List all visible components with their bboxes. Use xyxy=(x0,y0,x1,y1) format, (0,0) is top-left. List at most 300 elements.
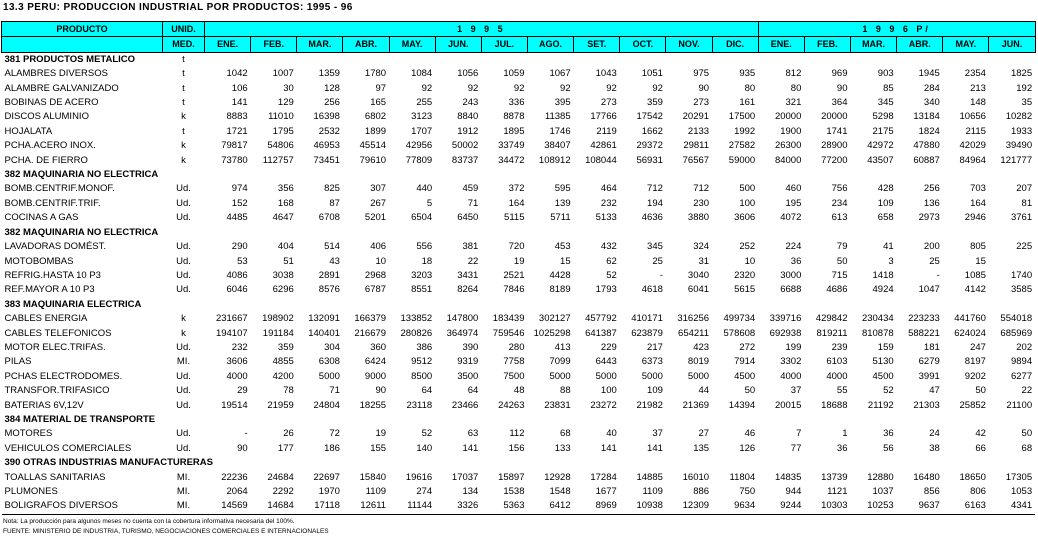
unit-cell: t xyxy=(182,53,185,65)
table-row xyxy=(2,442,1036,456)
value-cell: 213 xyxy=(970,82,986,94)
month-header-1995: NOV. xyxy=(666,37,712,52)
header-unid: UNID. xyxy=(163,22,205,37)
value-cell: 25 xyxy=(929,255,940,267)
value-cell: 60887 xyxy=(913,154,940,166)
value-cell xyxy=(620,226,666,240)
value-cell: 108912 xyxy=(538,154,571,166)
value-cell: 429842 xyxy=(815,313,848,325)
value-cell: 28900 xyxy=(821,140,848,152)
value-cell: 12928 xyxy=(544,471,571,483)
value-cell: 302127 xyxy=(538,313,571,325)
table-row xyxy=(2,154,1036,168)
value-cell: 223233 xyxy=(908,313,940,325)
value-cell: 255 xyxy=(416,97,433,109)
value-cell: 410171 xyxy=(631,313,663,325)
value-cell: 108044 xyxy=(585,154,617,166)
value-cell: 77200 xyxy=(821,154,848,166)
value-cell: 2115 xyxy=(965,125,986,137)
value-cell xyxy=(943,456,989,470)
value-cell: 8883 xyxy=(226,111,248,123)
value-cell: 2320 xyxy=(734,269,756,281)
value-cell: - xyxy=(936,269,940,281)
value-cell: 177 xyxy=(277,442,294,454)
value-cell: 750 xyxy=(739,486,756,497)
value-cell: 56931 xyxy=(636,154,663,166)
value-cell xyxy=(574,413,620,427)
value-cell: 140 xyxy=(416,442,433,454)
value-cell: 161 xyxy=(739,97,756,109)
value-cell: 9894 xyxy=(1010,356,1033,368)
value-cell: 3500 xyxy=(457,370,479,382)
value-cell xyxy=(435,456,481,470)
value-cell xyxy=(666,413,712,427)
value-cell: 38 xyxy=(929,442,940,454)
unit-cell: MI. xyxy=(176,486,191,497)
value-cell: 6802 xyxy=(364,111,387,123)
value-cell: 712 xyxy=(693,183,710,195)
value-cell: 9319 xyxy=(457,356,479,368)
product-label: TRANSFOR.TRIFASICO xyxy=(4,385,110,397)
value-cell: 1824 xyxy=(918,125,940,137)
value-cell: 459 xyxy=(462,183,479,195)
value-cell: 974 xyxy=(231,183,248,195)
value-cell: 109 xyxy=(877,197,894,209)
value-cell: 812 xyxy=(785,68,802,80)
value-cell: 6279 xyxy=(918,356,940,368)
value-cell: 50 xyxy=(1021,428,1033,440)
value-cell: 14394 xyxy=(728,399,756,411)
value-cell xyxy=(897,413,943,427)
value-cell: 12880 xyxy=(867,471,894,483)
value-cell: 1042 xyxy=(226,68,248,80)
value-cell: 11804 xyxy=(729,471,756,483)
value-cell: 4086 xyxy=(226,269,248,281)
value-cell: 856 xyxy=(923,486,940,497)
unit-cell: Ud. xyxy=(176,284,191,296)
section-label: 382 MAQUINARIA NO ELECTRICA xyxy=(4,169,159,181)
value-cell xyxy=(297,456,343,470)
value-cell xyxy=(712,413,758,427)
value-cell: 26300 xyxy=(774,140,802,152)
value-cell xyxy=(758,413,804,427)
value-cell: 181 xyxy=(923,341,940,353)
value-cell xyxy=(666,168,712,182)
value-cell: - xyxy=(244,428,248,440)
value-cell: 3991 xyxy=(918,370,940,382)
value-cell: 3585 xyxy=(1010,284,1033,296)
table-row xyxy=(2,499,1036,514)
value-cell: 7 xyxy=(796,428,802,440)
value-cell xyxy=(251,413,297,427)
value-cell: 5201 xyxy=(364,212,387,224)
unit-cell: Ud. xyxy=(176,197,191,209)
value-cell: 500 xyxy=(739,183,756,195)
unit-cell: Ud. xyxy=(176,183,191,195)
value-cell xyxy=(481,456,527,470)
value-cell: 256 xyxy=(324,97,340,109)
section-label: 384 MATERIAL DE TRANSPORTE xyxy=(4,413,156,425)
value-cell: 1538 xyxy=(503,486,525,497)
value-cell: 1992 xyxy=(734,125,756,137)
unit-cell: k xyxy=(181,140,186,152)
value-cell: 24684 xyxy=(267,471,294,483)
value-cell: 36 xyxy=(836,442,848,454)
value-cell: 18688 xyxy=(821,399,848,411)
value-cell xyxy=(205,52,251,67)
value-cell: 42956 xyxy=(405,140,433,152)
value-cell: 92 xyxy=(652,82,663,94)
value-cell xyxy=(897,298,943,312)
value-cell: 194 xyxy=(647,197,663,209)
value-cell xyxy=(712,52,758,67)
value-cell: 81 xyxy=(1021,197,1033,209)
value-cell: 23118 xyxy=(406,399,433,411)
value-cell: 40 xyxy=(606,428,617,440)
value-cell: 1059 xyxy=(503,68,525,80)
value-cell: 4142 xyxy=(964,284,986,296)
value-cell xyxy=(389,413,435,427)
value-cell: 10 xyxy=(375,255,387,267)
product-label: VEHICULOS COMERCIALES xyxy=(4,442,132,454)
value-cell xyxy=(804,52,850,67)
value-cell: 15840 xyxy=(359,471,387,483)
value-cell: 136 xyxy=(923,197,940,209)
value-cell: 272 xyxy=(739,341,756,353)
note-text: Nota: La producción para algunos meses no cuenta con la cobertura informativa necesaria del 100%. xyxy=(3,518,295,525)
value-cell: 8019 xyxy=(687,356,710,368)
value-cell xyxy=(851,226,897,240)
value-cell: 5000 xyxy=(549,370,571,382)
month-header-1996: MAY. xyxy=(943,37,989,52)
value-cell: 756 xyxy=(831,183,848,195)
value-cell xyxy=(527,298,573,312)
value-cell: 192 xyxy=(1016,82,1033,94)
value-cell: 805 xyxy=(970,241,986,253)
value-cell: 17500 xyxy=(728,111,756,123)
value-cell: 164 xyxy=(508,197,525,209)
value-cell: 47 xyxy=(929,385,940,397)
table-row xyxy=(2,197,1036,211)
value-cell: 256 xyxy=(923,183,940,195)
value-cell: 4428 xyxy=(549,269,571,281)
value-cell xyxy=(758,168,804,182)
value-cell: 90 xyxy=(698,82,710,94)
notes xyxy=(3,517,329,536)
value-cell: 6103 xyxy=(826,356,848,368)
value-cell xyxy=(481,168,527,182)
value-cell xyxy=(435,298,481,312)
value-cell: 975 xyxy=(693,68,710,80)
unit-cell xyxy=(163,298,205,312)
value-cell: 25 xyxy=(652,255,663,267)
value-cell: 39490 xyxy=(1005,140,1033,152)
value-cell: 3038 xyxy=(272,269,294,281)
value-cell: 10938 xyxy=(620,499,666,514)
value-cell: 2119 xyxy=(596,125,617,137)
value-cell xyxy=(943,168,989,182)
value-cell xyxy=(620,52,666,67)
value-cell: 25852 xyxy=(959,399,986,411)
month-header-1995: JUN. xyxy=(435,37,481,52)
unit-cell xyxy=(163,168,205,182)
value-cell: 4636 xyxy=(641,212,663,224)
value-cell xyxy=(851,456,897,470)
value-cell xyxy=(343,168,389,182)
value-cell: 6308 xyxy=(318,356,340,368)
value-cell xyxy=(527,52,573,67)
value-cell xyxy=(758,298,804,312)
value-cell: 1899 xyxy=(364,125,387,137)
section-row xyxy=(2,298,1036,312)
value-cell: 759546 xyxy=(492,327,525,339)
product-label: LAVADORAS DOMÉST. xyxy=(4,241,107,253)
value-cell: 19616 xyxy=(405,471,433,483)
table-row xyxy=(2,471,1036,485)
value-cell: 20000 xyxy=(821,111,848,123)
unit-cell: Ud. xyxy=(176,428,191,440)
value-cell: 4000 xyxy=(780,370,802,382)
value-cell: 703 xyxy=(970,183,986,195)
value-cell: 29811 xyxy=(683,140,710,152)
value-cell xyxy=(620,298,666,312)
value-cell: 2521 xyxy=(503,269,525,281)
value-cell: 20015 xyxy=(774,399,802,411)
value-cell: 359 xyxy=(277,341,294,353)
value-cell: 290 xyxy=(231,241,248,253)
product-label: BATERIAS 6V,12V xyxy=(4,399,84,411)
value-cell: 267 xyxy=(370,197,387,209)
value-cell: 63 xyxy=(467,428,479,440)
header-year-1996: 1 9 9 6 P/ xyxy=(758,22,1035,37)
value-cell xyxy=(251,168,297,182)
value-cell: 14684 xyxy=(251,499,297,514)
value-cell xyxy=(481,413,527,427)
value-cell xyxy=(481,298,527,312)
value-cell: 613 xyxy=(831,212,848,224)
value-cell: 9244 xyxy=(758,499,804,514)
value-cell: 5130 xyxy=(872,356,894,368)
value-cell: 1067 xyxy=(549,68,571,80)
product-label: MOTOBOMBAS xyxy=(4,255,74,267)
value-cell: 11144 xyxy=(389,499,435,514)
value-cell: 1037 xyxy=(872,486,894,497)
value-cell: 5000 xyxy=(595,370,617,382)
value-cell: 1051 xyxy=(641,68,663,80)
value-cell: 13739 xyxy=(821,471,848,483)
value-cell xyxy=(527,226,573,240)
value-cell: 247 xyxy=(970,341,986,353)
month-header-1995: JUL. xyxy=(481,37,527,52)
value-cell: 2064 xyxy=(226,486,248,497)
value-cell: 3123 xyxy=(411,111,433,123)
value-cell: 1 xyxy=(842,428,848,440)
value-cell: 12611 xyxy=(343,499,389,514)
value-cell: 79817 xyxy=(221,140,248,152)
value-cell xyxy=(343,413,389,427)
value-cell: 2532 xyxy=(318,125,340,137)
value-cell xyxy=(481,226,527,240)
unit-cell: k xyxy=(181,154,186,166)
table-row xyxy=(2,240,1036,254)
value-cell xyxy=(989,298,1035,312)
value-cell: 8551 xyxy=(411,284,433,296)
value-cell xyxy=(343,298,389,312)
month-header-1995: MAR. xyxy=(297,37,343,52)
unit-cell: t xyxy=(182,97,185,109)
value-cell xyxy=(666,226,712,240)
value-cell: 24 xyxy=(929,428,940,440)
value-cell: 5363 xyxy=(481,499,527,514)
table-row xyxy=(2,370,1036,384)
value-cell: 8969 xyxy=(574,499,620,514)
table-body xyxy=(2,52,1036,514)
value-cell: 11385 xyxy=(544,111,571,123)
value-cell xyxy=(666,52,712,67)
unit-cell: MI. xyxy=(176,471,191,483)
value-cell: 27582 xyxy=(728,140,756,152)
unit-cell xyxy=(163,226,205,240)
value-cell: 15897 xyxy=(498,471,525,483)
value-cell: 41 xyxy=(883,241,894,253)
value-cell: 21369 xyxy=(682,399,710,411)
value-cell: 359 xyxy=(647,97,663,109)
value-cell: 554018 xyxy=(1000,313,1033,325)
value-cell: 84000 xyxy=(774,154,802,166)
value-cell: 624024 xyxy=(954,327,986,339)
value-cell: 77809 xyxy=(405,154,433,166)
product-label: BOBINAS DE ACERO xyxy=(4,97,99,109)
value-cell: 129 xyxy=(277,97,294,109)
value-cell: 18 xyxy=(421,255,433,267)
value-cell: 806 xyxy=(970,486,986,497)
value-cell: 273 xyxy=(600,97,617,109)
value-cell: 406 xyxy=(370,241,387,253)
value-cell xyxy=(989,413,1035,427)
value-cell: 4618 xyxy=(641,284,663,296)
value-cell: 234 xyxy=(831,197,848,209)
value-cell: 3040 xyxy=(687,269,710,281)
value-cell: 8264 xyxy=(457,284,479,296)
value-cell: 969 xyxy=(831,68,848,80)
value-cell: 2891 xyxy=(318,269,340,281)
value-cell: 36 xyxy=(883,428,894,440)
value-cell: 133 xyxy=(554,442,571,454)
value-cell: 1795 xyxy=(272,125,294,137)
table-row xyxy=(2,255,1036,269)
value-cell: 148 xyxy=(970,97,986,109)
value-cell: 17305 xyxy=(1005,471,1033,483)
value-cell: 11010 xyxy=(268,111,294,123)
product-label: COCINAS A GAS xyxy=(4,212,79,224)
value-cell: 6041 xyxy=(687,284,710,296)
value-cell: 1007 xyxy=(272,68,294,80)
value-cell: 231667 xyxy=(215,313,248,325)
value-cell: 5000 xyxy=(641,370,663,382)
value-cell: 4341 xyxy=(989,499,1035,514)
value-cell: 4000 xyxy=(826,370,848,382)
unit-cell: Ud. xyxy=(176,341,191,353)
value-cell: 457792 xyxy=(585,313,617,325)
value-cell: 7758 xyxy=(503,356,525,368)
value-cell: 1746 xyxy=(549,125,571,137)
value-cell: 7099 xyxy=(549,356,571,368)
value-cell: 4686 xyxy=(826,284,848,296)
value-cell: 29 xyxy=(237,385,248,397)
value-cell: 1780 xyxy=(364,68,387,80)
value-cell: 464 xyxy=(600,183,617,195)
source-text: FUENTE: MINISTERIO DE INDUSTRIA, TURISMO, NEGOCIACIONES COMERCIALES E INTERNACIONALES xyxy=(3,527,329,535)
value-cell xyxy=(574,226,620,240)
value-cell: 80 xyxy=(744,82,756,94)
value-cell: 22 xyxy=(1021,385,1033,397)
value-cell: 24263 xyxy=(498,399,525,411)
value-cell: 16398 xyxy=(313,111,340,123)
value-cell: 1109 xyxy=(365,486,387,497)
value-cell: 166379 xyxy=(354,313,387,325)
value-cell: 42861 xyxy=(590,140,617,152)
value-cell xyxy=(251,226,297,240)
value-cell: 4072 xyxy=(780,212,802,224)
value-cell xyxy=(574,52,620,67)
unit-cell: MI. xyxy=(163,499,205,514)
value-cell: 5711 xyxy=(550,212,571,224)
value-cell: 340 xyxy=(923,97,940,109)
value-cell: 7914 xyxy=(734,356,756,368)
value-cell: 27 xyxy=(698,428,710,440)
month-header-1996: FEB. xyxy=(804,37,850,52)
value-cell xyxy=(527,456,573,470)
value-cell: 903 xyxy=(877,68,894,80)
value-cell xyxy=(435,413,481,427)
value-cell: 944 xyxy=(785,486,802,497)
value-cell: 155 xyxy=(370,442,387,454)
value-cell xyxy=(897,168,943,182)
value-cell: 935 xyxy=(739,68,756,80)
value-cell: 229 xyxy=(600,341,617,353)
product-label: BOLIGRAFOS DIVERSOS xyxy=(2,499,163,514)
value-cell: 183439 xyxy=(492,313,525,325)
value-cell: 121777 xyxy=(1000,154,1033,166)
value-cell xyxy=(943,298,989,312)
unit-cell: k xyxy=(181,327,186,339)
value-cell: 9000 xyxy=(364,370,387,382)
value-cell: 395 xyxy=(554,97,571,109)
value-cell: 10282 xyxy=(1005,111,1033,123)
value-cell: 55 xyxy=(836,385,848,397)
value-cell: 428 xyxy=(877,183,894,195)
header-producto: PRODUCTO xyxy=(2,22,163,37)
value-cell: 1418 xyxy=(872,269,894,281)
product-label: PCHAS ELECTRODOMES. xyxy=(4,370,123,382)
month-header-1995: MAY. xyxy=(389,37,435,52)
value-cell xyxy=(758,52,804,67)
value-cell: 17542 xyxy=(636,111,663,123)
value-cell: 5615 xyxy=(734,284,756,296)
value-cell: 18255 xyxy=(359,399,387,411)
value-cell: 7500 xyxy=(503,370,525,382)
value-cell: 33749 xyxy=(498,140,525,152)
value-cell: 345 xyxy=(877,97,894,109)
value-cell: 3606 xyxy=(734,212,756,224)
value-cell: 324 xyxy=(693,241,710,253)
value-cell: 6443 xyxy=(595,356,617,368)
value-cell xyxy=(205,298,251,312)
value-cell xyxy=(804,168,850,182)
value-cell: 42 xyxy=(975,428,986,440)
value-cell: 141 xyxy=(647,442,663,454)
value-cell: 59000 xyxy=(728,154,756,166)
